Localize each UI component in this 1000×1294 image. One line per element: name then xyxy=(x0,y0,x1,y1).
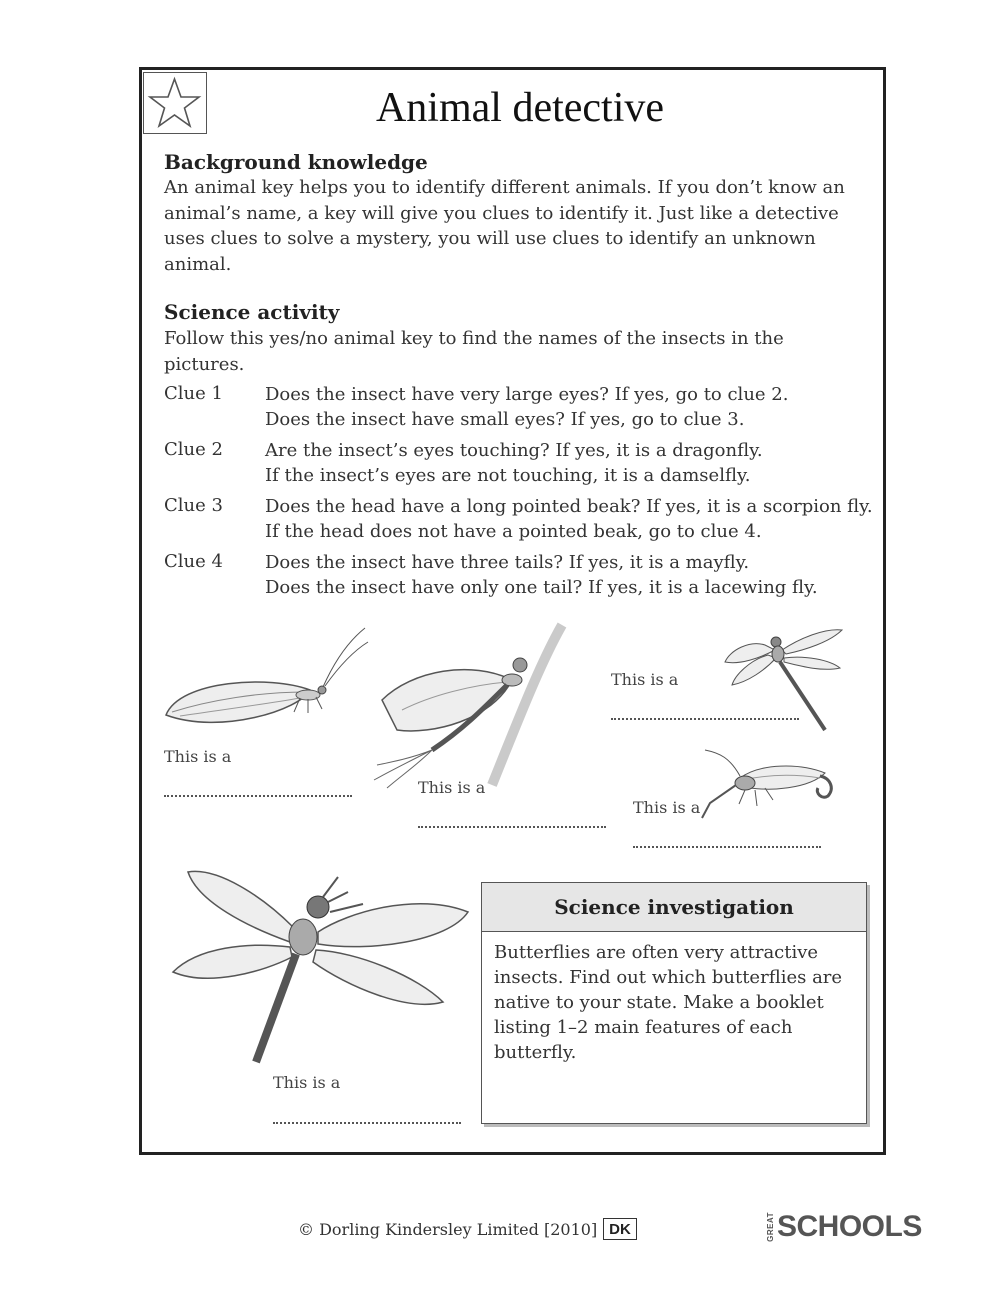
dk-logo: DK xyxy=(603,1218,637,1240)
investigation-text: Butterflies are often very attractive insects. Find out which butterflies are native to your state. Make a booklet listing 1–2 main features of each butterfly. xyxy=(494,942,843,1063)
answer-caption: This is a xyxy=(273,1073,341,1092)
clue-text xyxy=(265,550,875,600)
activity-text: Follow this yes/no animal key to find the names of the insects in the pictures. xyxy=(164,328,784,375)
scorpionfly-illustration xyxy=(700,748,840,823)
star-icon xyxy=(144,73,205,132)
mayfly-illustration xyxy=(372,620,572,790)
answer-line[interactable] xyxy=(418,826,606,828)
clue-line: Does the head have a long pointed beak? If yes, it is a scorpion fly. xyxy=(265,496,873,517)
activity-heading: Science activity xyxy=(164,300,340,324)
investigation-heading: Science investigation xyxy=(482,883,866,932)
clue-line: Does the insect have three tails? If yes, it is a mayfly. xyxy=(265,552,750,573)
star-box xyxy=(143,72,207,134)
greatschools-logo xyxy=(766,1210,922,1244)
clue-text xyxy=(265,494,875,544)
clue-text xyxy=(265,438,875,488)
background-text: An animal key helps you to identify different animals. If you don’t know an animal’s name, a key will give you clues to identify it. Just like a detective uses clues to solve a mystery, you will use clues to identify an unknown animal. xyxy=(164,177,845,275)
clue-label: Clue 4 xyxy=(164,551,223,572)
clue-line: If the head does not have a pointed beak, go to clue 4. xyxy=(265,521,762,542)
clue-line: Are the insect’s eyes touching? If yes, it is a dragonfly. xyxy=(265,440,763,461)
answer-line[interactable] xyxy=(633,846,821,848)
background-heading: Background knowledge xyxy=(164,150,428,174)
answer-caption: This is a xyxy=(633,798,701,817)
clue-label: Clue 2 xyxy=(164,439,223,460)
answer-line[interactable] xyxy=(611,718,799,720)
answer-caption: This is a xyxy=(418,778,486,797)
page-title: Animal detective xyxy=(375,85,665,131)
brand-small-text: GREAT xyxy=(766,1212,775,1242)
answer-line[interactable] xyxy=(164,795,352,797)
answer-line[interactable] xyxy=(273,1122,461,1124)
clue-label: Clue 1 xyxy=(164,383,223,404)
answer-caption: This is a xyxy=(164,747,232,766)
clue-text xyxy=(265,382,875,432)
copyright-text: © Dorling Kindersley Limited [2010] xyxy=(298,1220,598,1239)
clue-line: Does the insect have small eyes? If yes, go to clue 3. xyxy=(265,409,745,430)
clue-line: Does the insect have only one tail? If yes, it is a lacewing fly. xyxy=(265,577,818,598)
lacewing-illustration xyxy=(160,620,370,740)
brand-text: SCHOOLS xyxy=(777,1210,922,1243)
answer-caption: This is a xyxy=(611,670,679,689)
clue-line: Does the insect have very large eyes? If yes, go to clue 2. xyxy=(265,384,789,405)
clue-line: If the insect’s eyes are not touching, it is a damselfly. xyxy=(265,465,751,486)
investigation-box xyxy=(481,882,867,1124)
dragonfly-illustration xyxy=(168,862,488,1067)
clue-label: Clue 3 xyxy=(164,495,223,516)
